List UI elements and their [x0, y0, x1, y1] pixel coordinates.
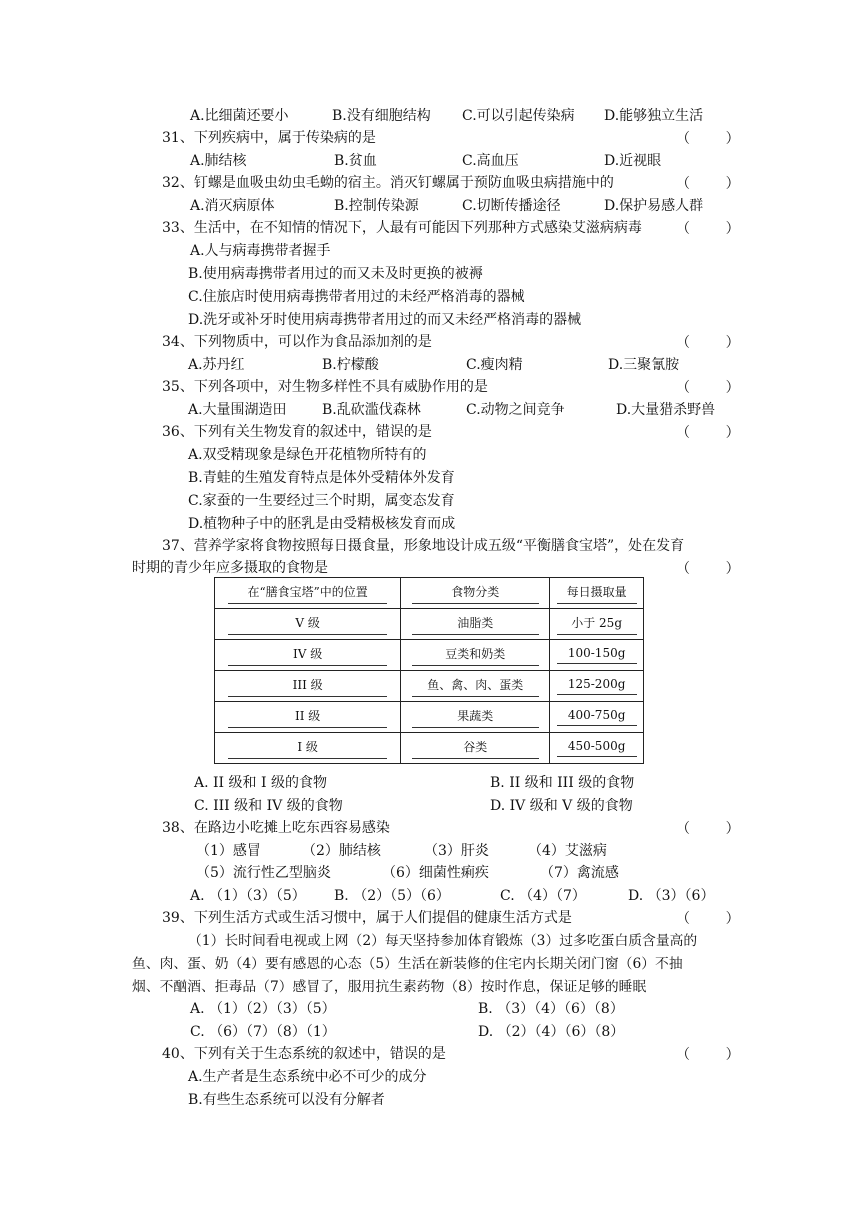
q31-option-a: A.肺结核 [190, 153, 247, 169]
table-cell: III 级 [228, 676, 387, 697]
q38-item-3: （3）肝炎 [424, 843, 489, 859]
table-cell: V 级 [228, 614, 387, 635]
q32-option-c: C.切断传播途径 [462, 198, 561, 214]
table-cell: 豆类和奶类 [412, 645, 539, 666]
q36-stem: 36、下列有关生物发育的叙述中，错误的是 [162, 424, 432, 440]
q36-option-b: B.青蛙的生殖发育特点是体外受精体外发育 [188, 470, 455, 486]
q33-stem: 33、生活中，在不知情的情况下，人最有可能因下列那种方式感染艾滋病病毒 [162, 220, 642, 236]
q30-option-a: A.比细菌还要小 [190, 108, 289, 124]
q37-answer-blank: （ ） [676, 561, 740, 577]
table-cell: 小于 25g [557, 614, 637, 635]
q38-option-b: B. （2）（5）（6） [334, 888, 450, 904]
q37-stem-line2: 时期的青少年应多摄取的食物是 [132, 560, 328, 576]
q32-answer-blank: （ ） [676, 176, 740, 192]
q39-option-c: C. （6）（7）（8）（1） [190, 1024, 336, 1040]
table-cell: 油脂类 [412, 614, 539, 635]
table-cell: 100-150g [557, 646, 637, 664]
q34-stem: 34、下列物质中，可以作为食品添加剂的是 [162, 334, 432, 350]
q40-stem: 40、下列有关于生态系统的叙述中，错误的是 [162, 1046, 446, 1062]
q31-answer-blank: （ ） [676, 131, 740, 147]
q38-answer-blank: （ ） [676, 821, 740, 837]
q38-item-5: （5）流行性乙型脑炎 [196, 865, 331, 881]
q40-answer-blank: （ ） [676, 1047, 740, 1063]
q30-option-c: C.可以引起传染病 [462, 108, 575, 124]
table-row [215, 702, 644, 733]
q35-stem: 35、下列各项中，对生物多样性不具有威胁作用的是 [162, 379, 488, 395]
q38-item-6: （6）细菌性痢疾 [382, 865, 489, 881]
q36-option-a: A.双受精现象是绿色开花植物所特有的 [188, 447, 427, 463]
q37-option-c: C. III 级和 IV 级的食物 [194, 798, 343, 814]
q38-stem: 38、在路边小吃摊上吃东西容易感染 [162, 820, 390, 836]
table-header-cell: 食物分类 [412, 583, 539, 604]
q39-option-a: A. （1）（2）（3）（5） [190, 1001, 336, 1017]
q38-option-c: C. （4）（7） [500, 888, 586, 904]
q31-option-c: C.高血压 [462, 153, 519, 169]
q34-option-b: B.柠檬酸 [322, 357, 379, 373]
q30-option-b: B.没有细胞结构 [332, 108, 431, 124]
q40-option-b: B.有些生态系统可以没有分解者 [188, 1092, 385, 1108]
table-cell: 450-500g [557, 739, 637, 757]
q37-option-d: D. IV 级和 V 级的食物 [490, 798, 633, 814]
table-header-row [215, 578, 644, 609]
table-row [215, 609, 644, 640]
q36-answer-blank: （ ） [676, 425, 740, 441]
q32-option-b: B.控制传染源 [334, 198, 419, 214]
table-cell: II 级 [228, 707, 387, 728]
table-row [215, 733, 644, 764]
q38-item-1: （1）感冒 [196, 843, 261, 859]
q37-stem-line1: 37、营养学家将食物按照每日摄食量，形象地设计成五级“平衡膳食宝塔”，处在发育 [162, 538, 685, 554]
q36-option-d: D.植物种子中的胚乳是由受精极核发育而成 [188, 516, 456, 532]
q39-answer-blank: （ ） [676, 911, 740, 927]
q35-answer-blank: （ ） [676, 380, 740, 396]
q36-option-c: C.家蚕的一生要经过三个时期，属变态发育 [188, 493, 455, 509]
q39-option-b: B. （3）（4）（6）（8） [478, 1001, 624, 1017]
table-cell: IV 级 [228, 645, 387, 666]
table-cell: 鱼、禽、肉、蛋类 [412, 676, 539, 697]
table-cell: 125-200g [557, 677, 637, 695]
table-header-cell: 每日摄取量 [557, 583, 637, 604]
q40-option-a: A.生产者是生态系统中必不可少的成分 [188, 1069, 427, 1085]
q37-option-a: A. II 级和 I 级的食物 [194, 775, 327, 791]
q33-option-d: D.洗牙或补牙时使用病毒携带者用过的而又未经严格消毒的器械 [188, 312, 582, 328]
q38-item-4: （4）艾滋病 [528, 843, 607, 859]
q33-answer-blank: （ ） [676, 221, 740, 237]
table-cell: 谷类 [412, 738, 539, 759]
table-cell: 果蔬类 [412, 707, 539, 728]
q34-option-a: A.苏丹红 [188, 357, 245, 373]
q34-option-c: C.瘦肉精 [466, 357, 523, 373]
q39-option-d: D. （2）（4）（6）（8） [478, 1024, 625, 1040]
q34-answer-blank: （ ） [676, 335, 740, 351]
q39-text-line3: 烟、不酗酒、拒毒品（7）感冒了，服用抗生素药物（8）按时作息，保证足够的睡眠 [132, 979, 647, 995]
q32-option-a: A.消灭病原体 [190, 198, 275, 214]
q39-stem: 39、下列生活方式或生活习惯中，属于人们提倡的健康生活方式是 [162, 910, 572, 926]
table-row [215, 640, 644, 671]
q33-option-a: A.人与病毒携带者握手 [190, 243, 331, 259]
table-header-cell: 在“膳食宝塔”中的位置 [228, 583, 387, 604]
q39-text-line1: （1）长时间看电视或上网（2）每天坚持参加体育锻炼（3）过多吃蛋白质含量高的 [188, 933, 698, 949]
q31-option-b: B.贫血 [334, 153, 377, 169]
q32-stem: 32、钉螺是血吸虫幼虫毛蚴的宿主。消灭钉螺属于预防血吸虫病措施中的 [162, 175, 614, 191]
q34-option-d: D.三聚氰胺 [608, 357, 680, 373]
food-pyramid-table [214, 577, 644, 764]
table-row [215, 671, 644, 702]
q33-option-c: C.住旅店时使用病毒携带者用过的未经严格消毒的器械 [188, 289, 525, 305]
q35-option-c: C.动物之间竞争 [466, 402, 565, 418]
q30-option-d: D.能够独立生活 [604, 108, 704, 124]
q31-stem: 31、下列疾病中，属于传染病的是 [162, 130, 376, 146]
q37-option-b: B. II 级和 III 级的食物 [490, 775, 635, 791]
q38-item-7: （7）禽流感 [540, 865, 619, 881]
q38-item-2: （2）肺结核 [302, 843, 381, 859]
q33-option-b: B.使用病毒携带者用过的而又未及时更换的被褥 [188, 266, 483, 282]
table-cell: 400-750g [557, 708, 637, 726]
q32-option-d: D.保护易感人群 [604, 198, 704, 214]
q35-option-a: A.大量围湖造田 [188, 402, 287, 418]
q35-option-b: B.乱砍滥伐森林 [322, 402, 421, 418]
q38-option-d: D. （3）（6） [628, 888, 715, 904]
table-cell: I 级 [228, 738, 387, 759]
q35-option-d: D.大量猎杀野兽 [616, 402, 716, 418]
q31-option-d: D.近视眼 [604, 153, 662, 169]
q39-text-line2: 鱼、肉、蛋、奶（4）要有感恩的心态（5）生活在新装修的住宅内长期关闭门窗（6）不抽 [132, 956, 683, 972]
q38-option-a: A. （1）（3）（5） [190, 888, 306, 904]
